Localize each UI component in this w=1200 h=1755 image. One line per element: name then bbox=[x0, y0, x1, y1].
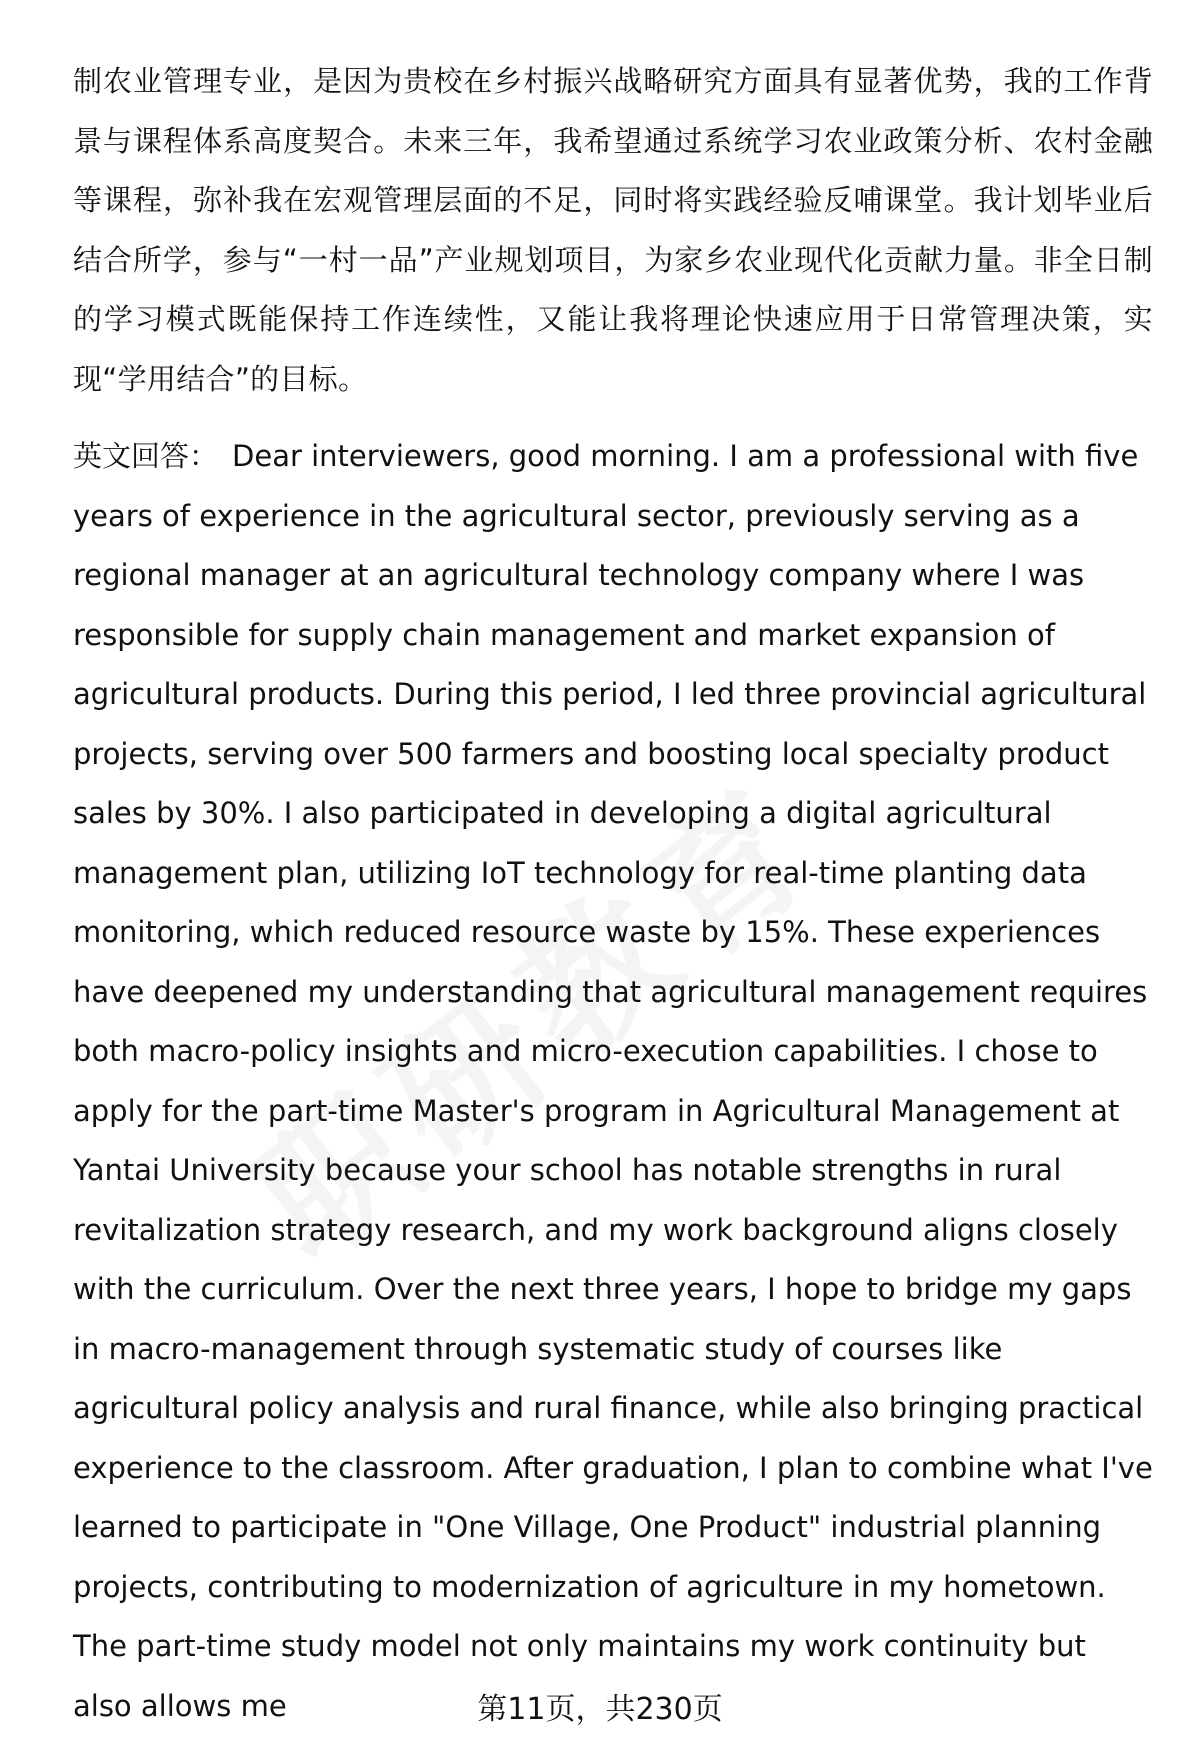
english-answer-paragraph bbox=[73, 427, 1153, 1736]
page-content bbox=[73, 52, 1153, 1736]
page-number-footer: 第11页，共230页 bbox=[477, 1692, 723, 1727]
chinese-answer-paragraph: 制农业管理专业，是因为贵校在乡村振兴战略研究方面具有显著优势，我的工作背景与课程体系高度契合。未来三年，我希望通过系统学习农业政策分析、农村金融等课程，弥补我在宏观管理层面的不足，同时将实践经验反哺课堂。我计划毕业后结合所学，参与“一村一品”产业规划项目，为家乡农业现代化贡献力量。非全日制的学习模式既能保持工作连续性，又能让我将理论快速应用于日常管理决策，实现“学用结合”的目标。 bbox=[73, 64, 1153, 396]
english-answer-label: 英文回答： bbox=[73, 439, 219, 473]
english-answer-text: Dear interviewers, good morning. I am a professional with five years of experience in the agricultural sector, previously serving as a regional manager at an agricultural technology company where I was responsible for supply chain management and market expansion of agricultural products. During this period, I led three provincial agricultural projects, serving over 500 farmers and boosting local specialty product sales by 30%. I also participated in developing a digital agricultural management plan, utilizing IoT technology for real-time planting data monitoring, which reduced resource waste by 15%. These experiences have deepened my understanding that agricultural management requires both macro-policy insights and micro-execution capabilities. I chose to apply for the part-time Master's program in Agricultural Management at Yantai University because your school has notable strengths in rural revitalization strategy research, and my work background aligns closely with the curriculum. Over the next three years, I hope to bridge my gaps in macro-management through systematic study of courses like agricultural policy analysis and rural finance, while also bringing practical experience to the classroom. After graduation, I plan to combine what I've learned to participate in "One Village, One Product" industrial planning projects, contributing to modernization of agriculture in my hometown. The part-time study model not only maintains my work continuity but also allows me bbox=[73, 439, 1153, 1723]
